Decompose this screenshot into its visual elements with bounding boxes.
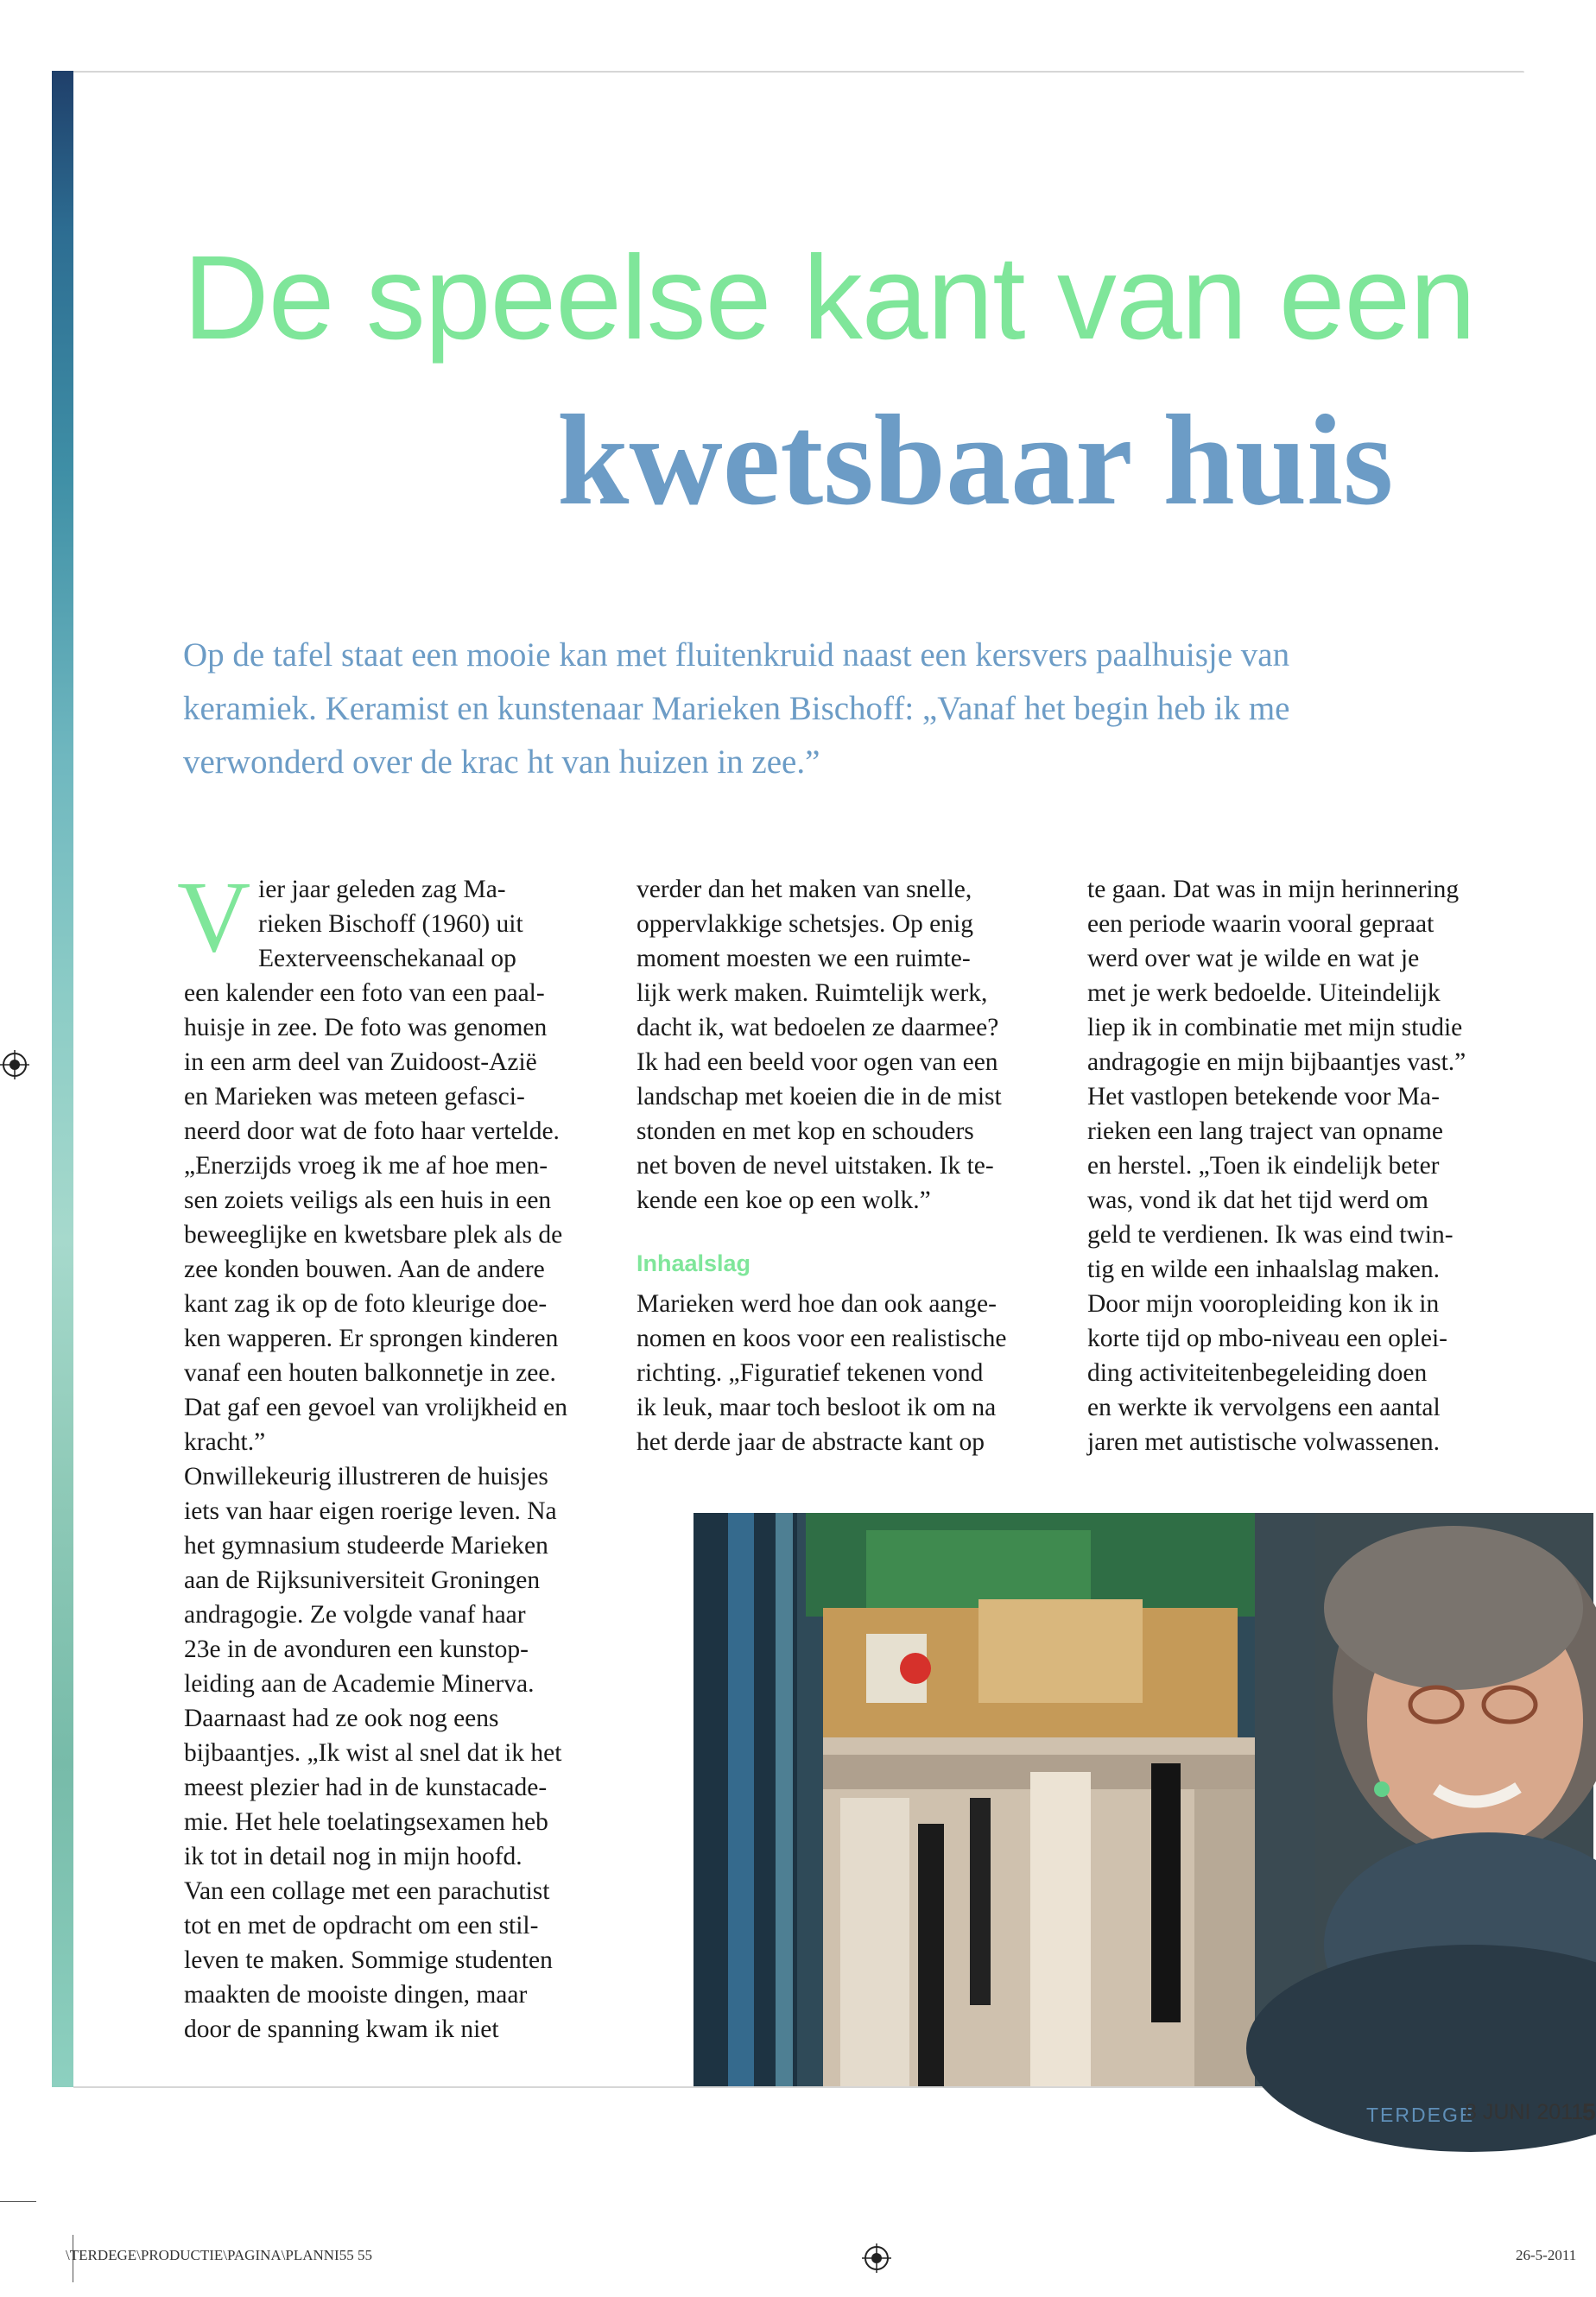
print-slug-date: 26-5-2011 [1516, 2247, 1577, 2263]
text-line: dacht ik, wat bedoelen ze daarmee? [636, 1014, 999, 1041]
headline-line1: De speelse kant van een [183, 231, 1476, 364]
text-line: tig en wilde een inhaalslag maken. [1087, 1256, 1440, 1283]
article-photo [694, 1513, 1593, 2086]
intro-line: Op de tafel staat een mooie kan met fluitenkruid naast een kersvers paalhuisje van [183, 636, 1290, 674]
footer-issue-date: 8 JUNI 2011 [1465, 2100, 1584, 2124]
text-line: andragogie. Ze volgde vanaf haar [184, 1601, 526, 1629]
text-line: Eexterveenschekanaal op [258, 945, 516, 972]
text-line: te gaan. Dat was in mijn herinnering [1087, 876, 1460, 903]
text-line: huisje in zee. De foto was genomen [184, 1014, 548, 1041]
text-line: oppervlakkige schetsjes. Op enig [636, 910, 973, 938]
crosshair-circle-icon [862, 2243, 891, 2273]
text-line: en herstel. „Toen ik eindelijk beter [1087, 1152, 1440, 1180]
text-line: aan de Rijksuniversiteit Groningen [184, 1566, 541, 1594]
text-line: werd over wat je wilde en wat je [1087, 945, 1420, 972]
text-line: door de spanning kwam ik niet [184, 2015, 499, 2043]
text-line: landschap met koeien die in de mist [636, 1083, 1002, 1111]
text-line: korte tijd op mbo-niveau een oplei- [1087, 1325, 1447, 1352]
text-line: 23e in de avonduren een kunstop- [184, 1636, 529, 1663]
text-line: liep ik in combinatie met mijn studie [1087, 1014, 1463, 1041]
text-line: en werkte ik vervolgens een aantal [1087, 1394, 1441, 1421]
article-column-1 [184, 872, 616, 2047]
intro-line: keramiek. Keramist en kunstenaar Marieken Bischoff: „Vanaf het begin heb ik me [183, 690, 1290, 727]
text-line: leven te maken. Sommige studenten [184, 1946, 553, 1974]
article-column-2 [636, 872, 1068, 1459]
text-line: andragogie en mijn bijbaantjes vast.” [1087, 1048, 1466, 1076]
intro-paragraph [183, 629, 1530, 789]
text-line: mie. Het hele toelatingsexamen heb [184, 1808, 548, 1836]
text-line: vanaf een houten balkonnetje in zee. [184, 1359, 556, 1387]
text-line: kracht.” [184, 1428, 266, 1456]
text-line: neerd door wat de foto haar vertelde. [184, 1117, 560, 1145]
footer-magazine-name: TERDEGE [1366, 2104, 1475, 2126]
text-line: ik leuk, maar toch besloot ik om na [636, 1394, 997, 1421]
text-line: kende een koe op een wolk.” [636, 1186, 931, 1214]
headline-line2: kwetsbaar huis [557, 389, 1394, 532]
text-line: iets van haar eigen roerige leven. Na [184, 1497, 557, 1525]
text-line: lijk werk maken. Ruimtelijk werk, [636, 979, 988, 1007]
text-line: tot en met de opdracht om een stil- [184, 1912, 539, 1939]
decorative-side-strip [52, 71, 73, 2087]
photo-illustration [694, 1513, 1593, 2086]
text-line: ier jaar geleden zag Ma- [258, 876, 506, 903]
text-line: geld te verdienen. Ik was eind twin- [1087, 1221, 1454, 1249]
text-line: richting. „Figuratief tekenen vond [636, 1359, 984, 1387]
text-line: rieken een lang traject van opname [1087, 1117, 1443, 1145]
footer-page-number: 5 [1582, 2098, 1596, 2125]
text-line: Ik had een beeld voor ogen van een [636, 1048, 998, 1076]
text-line: leiding aan de Academie Minerva. [184, 1670, 535, 1698]
text-line: ding activiteitenbegeleiding doen [1087, 1359, 1428, 1387]
text-line: kant zag ik op de foto kleurige doe- [184, 1290, 548, 1318]
text-line: bijbaantjes. „Ik wist al snel dat ik het [184, 1739, 562, 1767]
crop-mark [0, 2201, 36, 2202]
text-line: Daarnaast had ze ook nog eens [184, 1705, 499, 1732]
text-line: sen zoiets veiligs als een huis in een [184, 1186, 552, 1214]
text-line: zee konden bouwen. Aan de andere [184, 1256, 545, 1283]
text-line: een kalender een foto van een paal- [184, 979, 545, 1007]
text-line: net boven de nevel uitstaken. Ik te- [636, 1152, 994, 1180]
intro-line: verwonderd over de krac ht van huizen in zee.” [183, 744, 820, 781]
print-slug-path: \TERDEGE\PRODUCTIE\PAGINA\PLANNI55 55 [66, 2247, 372, 2263]
text-line: het derde jaar de abstracte kant op [636, 1428, 985, 1456]
text-line: Onwillekeurig illustreren de huisjes [184, 1463, 548, 1490]
text-line: „Enerzijds vroeg ik me af hoe men- [184, 1152, 548, 1180]
text-line: meest plezier had in de kunstacade- [184, 1774, 548, 1801]
subheading: Inhaalslag [636, 1250, 751, 1276]
text-line: Marieken werd hoe dan ook aange- [636, 1290, 997, 1318]
page-top-rule [73, 71, 1524, 73]
text-line: jaren met autistische volwassenen. [1087, 1428, 1440, 1456]
text-line: moment moesten we een ruimte- [636, 945, 971, 972]
text-line: ik tot in detail nog in mijn hoofd. [184, 1843, 522, 1870]
text-line: Van een collage met een parachutist [184, 1877, 550, 1905]
text-line: met je werk bedoelde. Uiteindelijk [1087, 979, 1441, 1007]
text-line: een periode waarin vooral gepraat [1087, 910, 1434, 938]
crosshair-circle-icon [0, 1050, 29, 1079]
text-line: in een arm deel van Zuidoost-Azië [184, 1048, 537, 1076]
text-line: beweeglijke en kwetsbare plek als de [184, 1221, 563, 1249]
text-line: stonden en met kop en schouders [636, 1117, 974, 1145]
text-line: het gymnasium studeerde Marieken [184, 1532, 548, 1560]
text-line: Door mijn vooropleiding kon ik in [1087, 1290, 1440, 1318]
text-line: Het vastlopen betekende voor Ma- [1087, 1083, 1440, 1111]
drop-cap: V [177, 860, 251, 973]
article-column-3 [1087, 872, 1536, 1459]
text-line: en Marieken was meteen gefasci- [184, 1083, 525, 1111]
text-line: rieken Bischoff (1960) uit [258, 910, 523, 938]
text-line: was, vond ik dat het tijd werd om [1087, 1186, 1428, 1214]
text-line: nomen en koos voor een realistische [636, 1325, 1007, 1352]
text-line: maakten de mooiste dingen, maar [184, 1981, 528, 2009]
text-line: Dat gaf een gevoel van vrolijkheid en [184, 1394, 567, 1421]
text-line: verder dan het maken van snelle, [636, 876, 972, 903]
text-line: ken wapperen. Er sprongen kinderen [184, 1325, 559, 1352]
